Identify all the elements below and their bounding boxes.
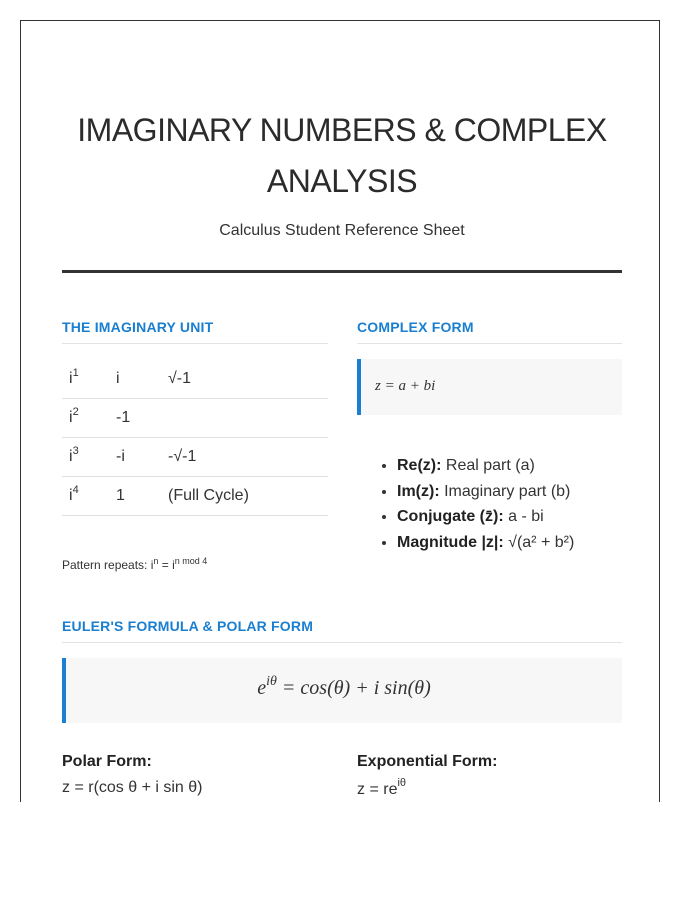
euler-base: e: [257, 677, 267, 699]
euler-formula: [66, 674, 622, 700]
power-exponent: 2: [72, 406, 79, 418]
property-desc: Imaginary part (b): [439, 482, 571, 500]
power-exponent: 3: [72, 445, 79, 457]
power-base: i: [69, 409, 73, 426]
power-note: [161, 399, 328, 438]
list-item: [397, 453, 574, 479]
list-item: [397, 530, 574, 556]
header-divider: [62, 270, 622, 273]
power-base: i: [69, 370, 73, 387]
table-row: [62, 360, 328, 399]
property-term: Im(z):: [397, 482, 440, 500]
section-divider: [357, 343, 622, 344]
power-note: √-1: [161, 360, 328, 399]
section-heading-imaginary-unit: THE IMAGINARY UNIT: [62, 319, 214, 335]
pattern-exponent: n: [153, 556, 159, 566]
exponential-base: z = re: [357, 781, 398, 798]
list-item: [397, 504, 574, 530]
euler-rhs: = cos(θ) + i sin(θ): [276, 677, 431, 699]
euler-exponent: iθ: [266, 674, 277, 689]
property-term: Re(z):: [397, 457, 442, 474]
table-row: [62, 399, 328, 438]
power-exponent: 1: [72, 367, 79, 379]
reference-sheet: [20, 20, 660, 802]
property-desc: Real part (a): [441, 457, 535, 474]
section-heading-euler: EULER'S FORMULA & POLAR FORM: [62, 618, 314, 634]
power-value: 1: [109, 477, 161, 516]
table-row: [62, 438, 328, 477]
pattern-exponent: n mod 4: [174, 556, 208, 566]
exponential-exponent: iθ: [397, 777, 407, 789]
property-term: Magnitude |z|:: [397, 533, 504, 551]
pattern-note: [62, 558, 207, 572]
power-exponent: 4: [72, 484, 79, 496]
power-note: (Full Cycle): [161, 477, 328, 516]
property-term: Conjugate (z̄):: [397, 508, 504, 525]
exponential-form-label: Exponential Form:: [357, 753, 498, 770]
power-value: -1: [109, 399, 161, 438]
property-desc: √(a² + b²): [503, 533, 575, 551]
table-row: [62, 477, 328, 516]
complex-form-formula: z = a + bi: [375, 378, 436, 394]
page-title: IMAGINARY NUMBERS & COMPLEX ANALYSIS: [77, 112, 607, 199]
exponential-form-value: [357, 777, 407, 799]
polar-form-label: Polar Form:: [62, 753, 152, 770]
complex-form-formula-box: [357, 359, 622, 415]
powers-of-i-table: [62, 360, 328, 516]
pattern-text: Pattern repeats: i: [62, 558, 154, 572]
power-base: i: [69, 448, 73, 465]
power-base: i: [69, 487, 73, 504]
complex-properties-list: [357, 453, 574, 555]
page-subtitle: Calculus Student Reference Sheet: [219, 222, 465, 239]
section-heading-complex-form: COMPLEX FORM: [357, 319, 474, 335]
pattern-text: = i: [158, 558, 175, 572]
euler-formula-box: [62, 658, 622, 723]
power-value: -i: [109, 438, 161, 477]
power-value: i: [109, 360, 161, 399]
polar-form-value: z = r(cos θ + i sin θ): [62, 779, 203, 796]
section-divider: [62, 343, 328, 344]
list-item: [397, 479, 574, 505]
property-desc: a - bi: [503, 508, 544, 525]
section-divider: [62, 642, 622, 643]
power-note: -√-1: [161, 438, 328, 477]
